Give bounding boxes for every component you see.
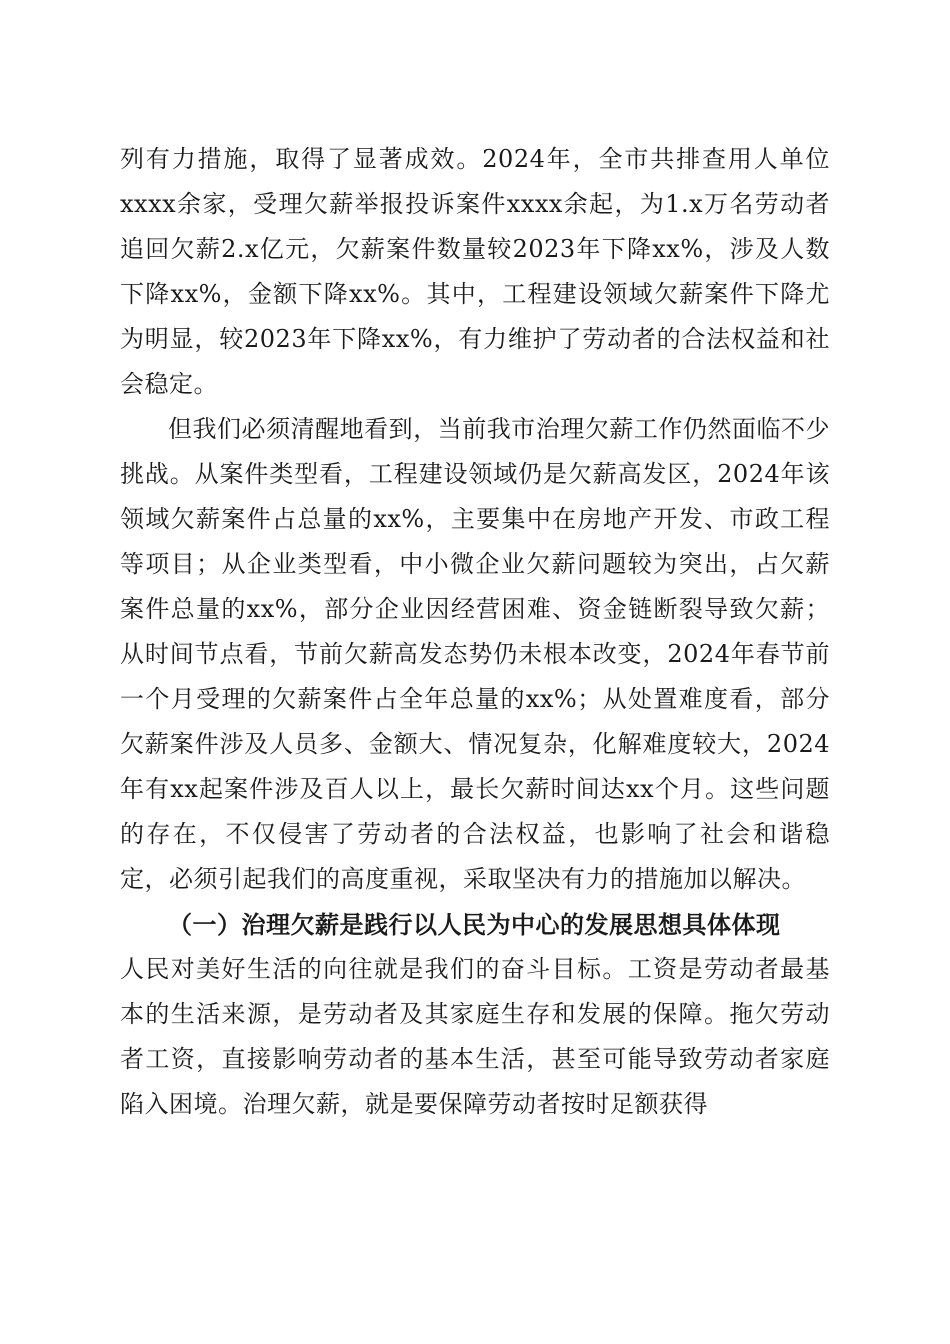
document-body	[120, 137, 830, 1127]
section-heading: （一）治理欠薪是践行以人民为中心的发展思想具体体现	[168, 910, 781, 939]
paragraph-after-heading: 人民对美好生活的向往就是我们的奋斗目标。工资是劳动者最基本的生活来源，是劳动者及其家庭生存和发展的保障。拖欠劳动者工资，直接影响劳动者的基本生活，甚至可能导致劳动者家庭陷入困境。治理欠薪，就是要保障劳动者按时足额获得	[120, 955, 830, 1118]
paragraph-challenges: 但我们必须清醒地看到，当前我市治理欠薪工作仍然面临不少挑战。从案件类型看，工程建设领域仍是欠薪高发区，2024年该领域欠薪案件占总量的xx%，主要集中在房地产开发、市政工程等项目；从企业类型看，中小微企业欠薪问题较为突出，占欠薪案件总量的xx%，部分企业因经营困难、资金链断裂导致欠薪；从时间节点看，节前欠薪高发态势仍未根本改变，2024年春节前一个月受理的欠薪案件占全年总量的xx%；从处置难度看，部分欠薪案件涉及人员多、金额大、情况复杂，化解难度较大，2024年有xx起案件涉及百人以上，最长欠薪时间达xx个月。这些问题的存在，不仅侵害了劳动者的合法权益，也影响了社会和谐稳定，必须引起我们的高度重视，采取坚决有力的措施加以解决。	[120, 415, 830, 893]
paragraph-continuation: 列有力措施，取得了显著成效。2024年，全市共排查用人单位xxxx余家，受理欠薪举报投诉案件xxxx余起，为1.x万名劳动者追回欠薪2.x亿元，欠薪案件数量较2023年下降xx%，涉及人数下降xx%，金额下降xx%。其中，工程建设领域欠薪案件下降尤为明显，较2023年下降xx%，有力维护了劳动者的合法权益和社会稳定。	[120, 145, 830, 398]
